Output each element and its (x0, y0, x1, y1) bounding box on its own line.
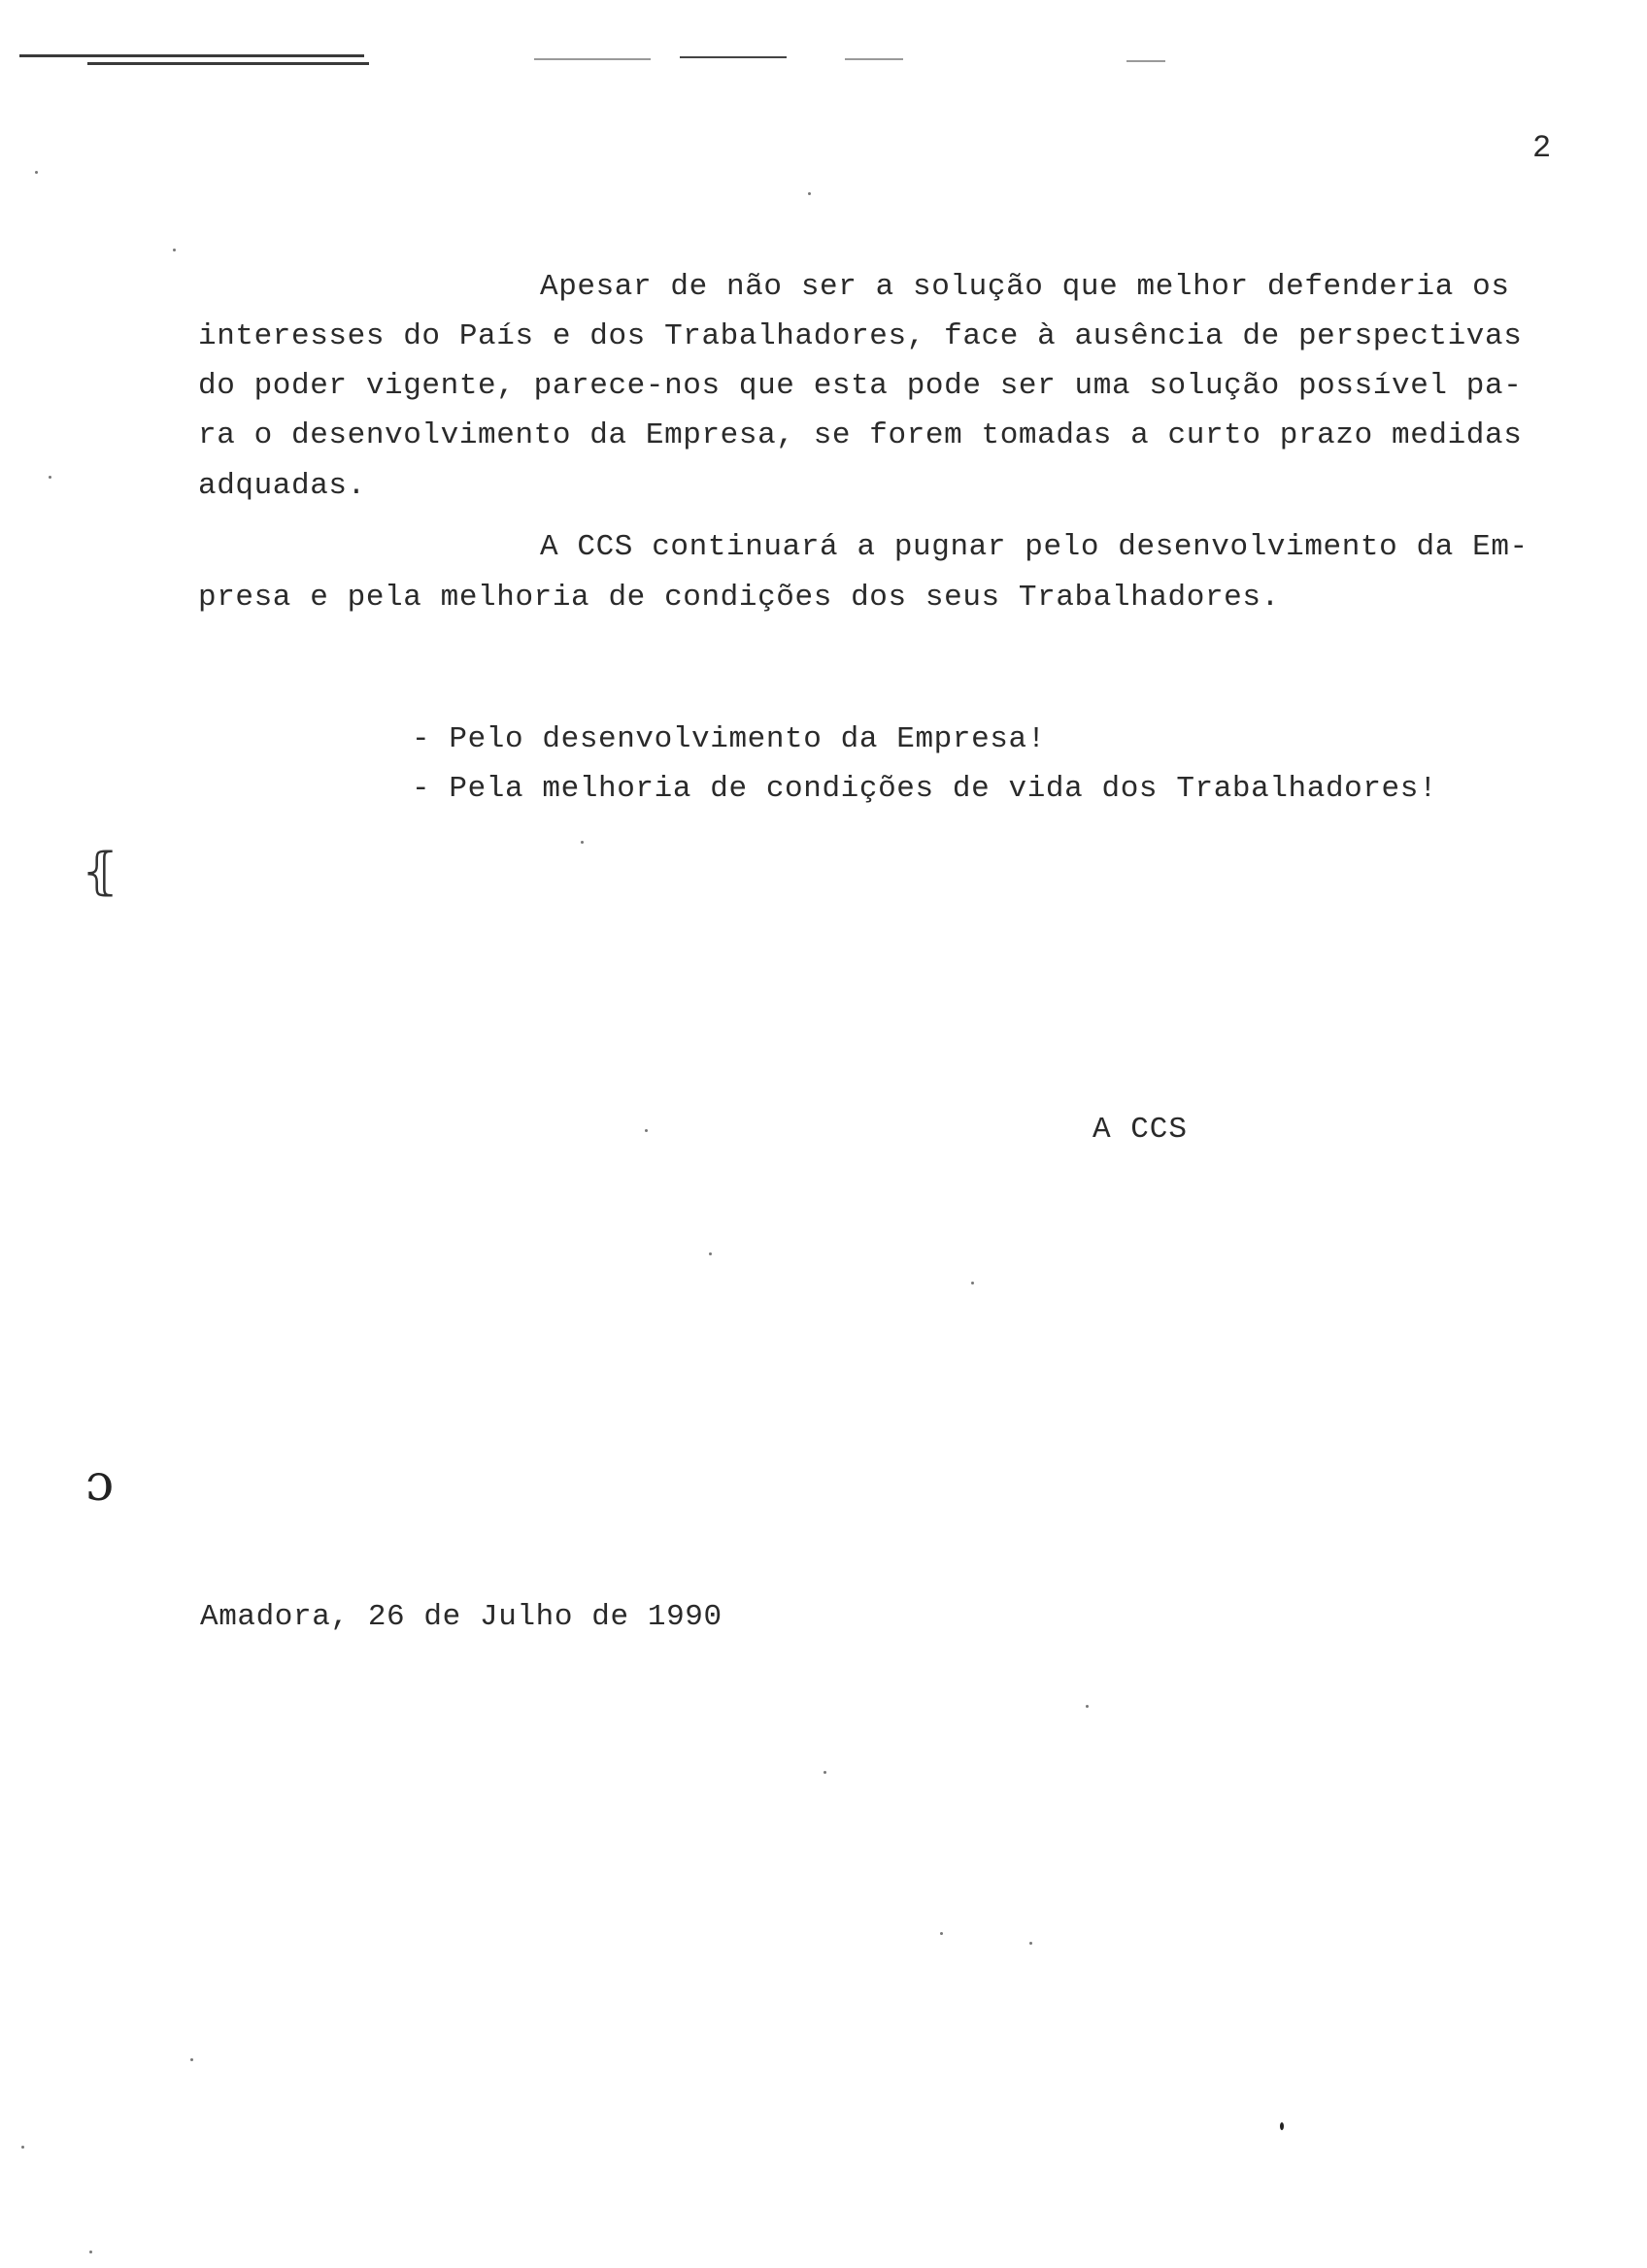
punch-hole-icon: ⦃ (82, 843, 119, 901)
slogan-line: - Pelo desenvolvimento da Empresa! (412, 722, 1046, 756)
speck (581, 841, 584, 844)
scan-artifact-line (1126, 60, 1165, 62)
scan-artifact-line (845, 58, 903, 60)
place-date: Amadora, 26 de Julho de 1990 (200, 1600, 723, 1634)
speck (645, 1129, 648, 1132)
paragraph-line: adquadas. (198, 469, 366, 503)
scan-artifact-line (680, 56, 787, 58)
speck (971, 1282, 974, 1284)
paragraph-line: Apesar de não ser a solução que melhor defenderia os (540, 270, 1510, 304)
speck (808, 192, 811, 195)
speck (1280, 2122, 1284, 2130)
scan-artifact-line (19, 54, 364, 57)
speck (21, 2146, 24, 2149)
paragraph-line: interesses do País e dos Trabalhadores, face à ausência de perspectivas (198, 319, 1523, 353)
signature: A CCS (1092, 1113, 1189, 1147)
speck (1029, 1942, 1032, 1945)
page-number: 2 (1532, 130, 1553, 166)
speck (709, 1252, 712, 1255)
slogan-line: - Pela melhoria de condições de vida dos Trabalhadores! (412, 772, 1438, 806)
scan-artifact-line (534, 58, 651, 60)
punch-hole-icon: ɔ (85, 1454, 115, 1513)
paragraph-line: presa e pela melhoria de condições dos seus Trabalhadores. (198, 581, 1280, 615)
speck (49, 476, 51, 479)
speck (173, 249, 176, 251)
paragraph-line: do poder vigente, parece-nos que esta pode ser uma solução possível pa- (198, 369, 1523, 403)
speck (824, 1771, 826, 1774)
speck (190, 2058, 193, 2061)
paragraph-line: ra o desenvolvimento da Empresa, se forem tomadas a curto prazo medidas (198, 418, 1523, 452)
speck (89, 2251, 92, 2253)
speck (1086, 1705, 1089, 1708)
paragraph-line: A CCS continuará a pugnar pelo desenvolvimento da Em- (540, 530, 1529, 564)
scan-artifact-line (87, 62, 369, 65)
speck (35, 171, 38, 174)
speck (940, 1932, 943, 1935)
